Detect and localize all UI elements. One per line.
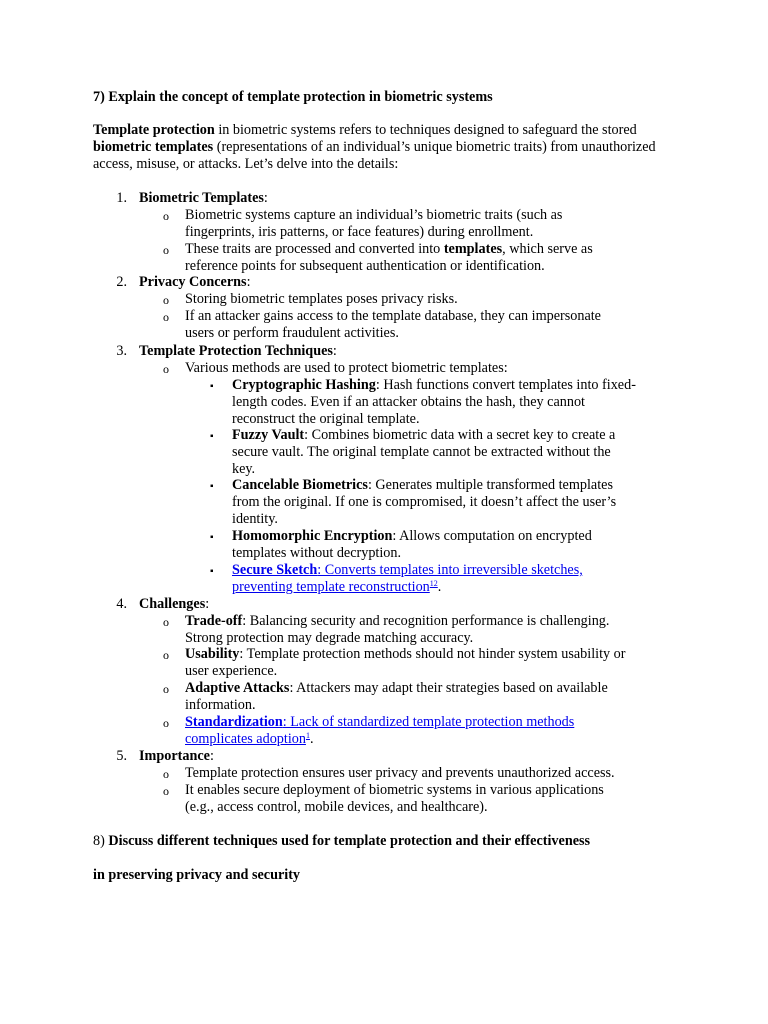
question-7-heading	[93, 89, 493, 106]
square-bullet-icon: ▪	[210, 566, 214, 577]
list-number: 2.	[116, 274, 127, 290]
circle-bullet-icon: o	[163, 615, 169, 629]
question-number: 8)	[93, 833, 105, 849]
secure-sketch-link[interactable]: Secure Sketch: Converts templates into irreversible sketches, preventing template reconstruction$^{12}$.	[232, 562, 583, 595]
section-title: Challenges:	[139, 596, 210, 612]
circle-bullet-icon: o	[163, 767, 169, 781]
intro-term: biometric templates	[93, 139, 214, 155]
challenge-item: Usability: Template protection methods should not hinder system usability or user experience.	[185, 646, 626, 679]
technique-item: Homomorphic Encryption: Allows computation on encrypted templates without decryption.	[232, 528, 592, 561]
square-bullet-icon: ▪	[210, 381, 214, 392]
technique-item: Cancelable Biometrics: Generates multiple transformed templates from the original. If one is compromised, it doesn’t affect the user’s identity.	[232, 477, 617, 527]
circle-bullet-icon: o	[163, 784, 169, 798]
square-bullet-icon: ▪	[210, 481, 214, 492]
circle-bullet-icon: o	[163, 648, 169, 662]
circle-bullet-icon: o	[163, 310, 169, 324]
list-item: If an attacker gains access to the template database, they can impersonate users or perform fraudulent activities.	[185, 308, 601, 341]
intro-term: Template protection	[93, 122, 215, 138]
challenge-item: Trade-off: Balancing security and recognition performance is challenging. Strong protection may degrade matching accuracy.	[185, 613, 610, 646]
standardization-link[interactable]: Standardization: Lack of standardized template protection methods complicates adoption$^1$.	[185, 714, 575, 747]
intro-text: (representations of an individual’s unique biometric traits) from unauthorized access, misuse, or attacks. Let’s delve into the details:	[93, 139, 656, 172]
technique-item: Cryptographic Hashing: Hash functions convert templates into fixed- length codes. Even if an attacker obtains the hash, they cannot reconstruct the original template.	[232, 377, 636, 427]
square-bullet-icon: ▪	[210, 431, 214, 442]
intro-paragraph	[93, 122, 693, 173]
list-item: Various methods are used to protect biometric templates:	[185, 360, 508, 376]
circle-bullet-icon: o	[163, 209, 169, 223]
list-item: Biometric systems capture an individual’s biometric traits (such as fingerprints, iris patterns, or face features) during enrollment.	[185, 207, 563, 240]
circle-bullet-icon: o	[163, 716, 169, 730]
section-title: Biometric Templates:	[139, 190, 268, 206]
question-number: 7)	[93, 89, 105, 105]
list-item: It enables secure deployment of biometric systems in various applications (e.g., access control, mobile devices, and healthcare).	[185, 782, 604, 815]
list-number: 1.	[116, 190, 127, 206]
list-number: 5.	[116, 748, 127, 764]
circle-bullet-icon: o	[163, 243, 169, 257]
section-title: Importance:	[139, 748, 214, 764]
question-8-heading	[93, 833, 590, 850]
question-title: Explain the concept of template protection in biometric systems	[108, 89, 493, 105]
list-item: These traits are processed and converted into templates, which serve as reference points for subsequent authentication or identification.	[185, 241, 593, 274]
question-8-heading-continued: in preserving privacy and security	[93, 867, 301, 883]
question-title: Discuss different techniques used for template protection and their effectiveness	[104, 833, 591, 849]
section-title: Template Protection Techniques:	[139, 343, 337, 359]
circle-bullet-icon: o	[163, 682, 169, 696]
list-item: Storing biometric templates poses privacy risks.	[185, 291, 458, 307]
square-bullet-icon: ▪	[210, 532, 214, 543]
section-title: Privacy Concerns:	[139, 274, 251, 290]
list-item: Template protection ensures user privacy and prevents unauthorized access.	[185, 765, 615, 781]
circle-bullet-icon: o	[163, 362, 169, 376]
list-number: 3.	[116, 343, 127, 359]
challenge-item: Adaptive Attacks: Attackers may adapt their strategies based on available information.	[185, 680, 608, 713]
intro-text: in biometric systems refers to techniques designed to safeguard the stored	[214, 122, 637, 138]
circle-bullet-icon: o	[163, 293, 169, 307]
list-number: 4.	[116, 596, 127, 612]
technique-item: Fuzzy Vault: Combines biometric data with a secret key to create a secure vault. The original template cannot be extracted without the key.	[232, 427, 616, 477]
